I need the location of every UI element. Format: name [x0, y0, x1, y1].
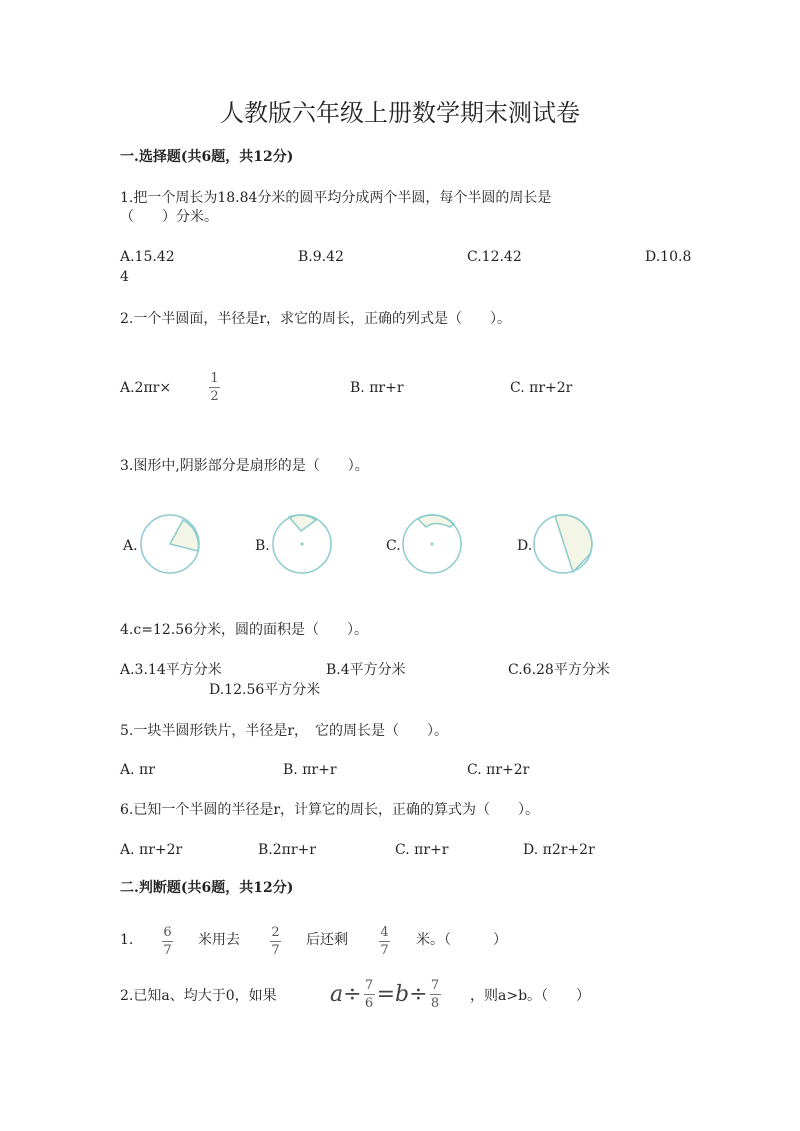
denominator: 2	[210, 389, 219, 404]
q3-label-a: A.	[123, 538, 138, 554]
figure-a	[141, 515, 199, 573]
j1-fraction-2	[270, 925, 281, 958]
j1-number: 1.	[120, 932, 134, 948]
q1-option-a: A.15.42	[120, 249, 175, 265]
denominator: 6	[364, 996, 374, 1011]
q1-text-cont: （ ）分米。	[120, 209, 218, 225]
figure-b	[273, 515, 331, 573]
eq-part-a: a÷	[330, 982, 362, 1007]
q2-fraction	[209, 371, 220, 404]
q5-option-b: B. πr+r	[283, 762, 337, 778]
page-title: 人教版六年级上册数学期末测试卷	[220, 99, 580, 127]
denominator: 7	[271, 943, 280, 958]
denominator: 8	[430, 996, 440, 1011]
numerator: 4	[380, 925, 389, 940]
q1-option-d: D.10.8	[645, 249, 692, 265]
q3-label-d: D.	[517, 538, 533, 554]
numerator: 2	[271, 925, 280, 940]
numerator: 7	[364, 978, 374, 993]
j1-text-2: 后还剩	[306, 932, 348, 948]
q3-text: 3.图形中,阴影部分是扇形的是（ ）。	[120, 458, 369, 474]
q2-option-c: C. πr+2r	[510, 380, 573, 396]
q2-text: 2.一个半圆面，半径是r，求它的周长，正确的列式是（ ）。	[120, 311, 512, 327]
q6-option-a: A. πr+2r	[120, 842, 183, 858]
section-choice-heading: 一.选择题(共6题，共12分)	[120, 149, 294, 165]
j1-fraction-3	[379, 925, 390, 958]
denominator: 7	[163, 943, 172, 958]
q1-text: 1.把一个周长为18.84分米的圆平均分成两个半圆，每个半圆的周长是	[120, 190, 552, 206]
numerator: 6	[163, 925, 172, 940]
j1-fraction-1	[162, 925, 173, 958]
eq-fraction-1	[364, 978, 375, 1011]
figure-d	[534, 515, 592, 573]
j2-text-1: 2.已知a、均大于0，如果	[120, 988, 277, 1004]
q4-text: 4.c=12.56分米，圆的面积是（ ）。	[120, 622, 369, 638]
q5-option-a: A. πr	[120, 762, 155, 778]
eq-fraction-2	[430, 978, 441, 1011]
q1-option-b: B.9.42	[298, 249, 344, 265]
q3-label-b: B.	[255, 538, 270, 554]
q6-option-b: B.2πr+r	[258, 842, 316, 858]
q3-label-c: C.	[386, 538, 401, 554]
denominator: 7	[380, 943, 389, 958]
figure-c	[403, 515, 461, 573]
numerator: 1	[210, 371, 219, 386]
q4-option-b: B.4平方分米	[326, 662, 406, 678]
q4-option-c: C.6.28平方分米	[508, 662, 610, 678]
section-judge-heading: 二.判断题(共6题，共12分)	[120, 880, 294, 896]
q6-text: 6.已知一个半圆的半径是r，计算它的周长，正确的算式为（ ）。	[120, 802, 540, 818]
q1-option-c: C.12.42	[467, 249, 522, 265]
q6-option-d: D. π2r+2r	[523, 842, 595, 858]
q4-option-a: A.3.14平方分米	[120, 662, 222, 678]
q4-option-d: D.12.56平方分米	[209, 682, 321, 698]
q2-option-a: A.2πr×	[120, 380, 172, 396]
j1-text-1: 米用去	[198, 932, 240, 948]
j1-text-3: 米。（ ）	[416, 932, 507, 948]
numerator: 7	[430, 978, 440, 993]
q1-option-d-cont: 4	[120, 269, 129, 285]
q5-option-c: C. πr+2r	[467, 762, 530, 778]
j2-text-2: ，则a>b。（ ）	[470, 988, 591, 1004]
j2-equation	[330, 978, 441, 1011]
q6-option-c: C. πr+r	[395, 842, 449, 858]
q5-text: 5.一块半圆形铁片，半径是r， 它的周长是（ ）。	[120, 723, 449, 739]
eq-part-b: =b÷	[376, 982, 428, 1007]
q3-figures	[0, 500, 800, 590]
q2-option-b: B. πr+r	[350, 380, 404, 396]
